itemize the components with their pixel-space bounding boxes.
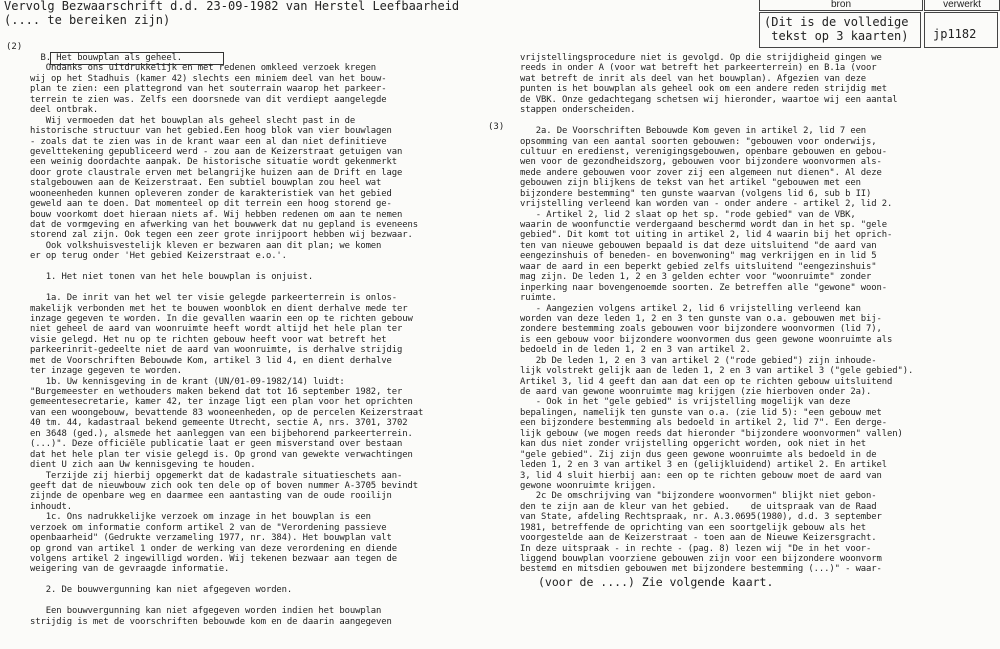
text-line: "Burgemeester en wethouders maken bekend dat tot 16 september 1982, ter bbox=[30, 387, 403, 397]
text-line: "gele gebied". Zij zijn dus geen gewone woonruimte als bedoeld in de bbox=[520, 449, 877, 460]
note-line-2: tekst op 3 kaarten) bbox=[764, 29, 909, 43]
text-line: In deze uitspraak - in rechte - (pag. 8) lezen wij "De in het voor- bbox=[520, 543, 872, 554]
verwerkt-label: verwerkt bbox=[924, 0, 1000, 11]
text-line: bepalingen, namelijk ten gunste van o.a. (zie lid 5): "een gebouw met bbox=[520, 407, 882, 418]
text-line: geeft dat de nieuwbouw zich ook ten dele op of boven nummer A-3705 bevindt bbox=[30, 480, 418, 491]
text-line: gemeentesecretarie, kamer 42, ter inzage ligt een plan voor het oprichten bbox=[30, 397, 413, 408]
text-line: verzoek om informatie conform artikel 2 van de "Verordening passieve bbox=[30, 522, 387, 533]
text-line: stalgebouwen aan de Keizerstraat. Een subtiel bouwplan zou heel wat bbox=[30, 178, 382, 189]
text-line: er op terug onder 'Het gebied Keizerstraat e.o.'. bbox=[30, 251, 287, 262]
text-line: punten is het bouwplan als geheel ook om een andere reden strijdig met bbox=[520, 84, 888, 95]
header-line-1: Vervolg Bezwaarschrift d.d. 23-09-1982 van Herstel Leefbaarheid bbox=[4, 0, 460, 13]
text-line bbox=[30, 575, 423, 585]
text-line: liggend bouwplan voorziene gebouwen zijn voor een bijzondere woonvorm bbox=[520, 554, 882, 564]
text-line: (...)". Deze officiële publicatie laat er geen misverstand over bestaan bbox=[30, 439, 403, 450]
header-line-2: (.... te bereiken zijn) bbox=[4, 13, 171, 27]
text-line: op grond van artikel 1 onder de werking van deze verordening en diende bbox=[30, 543, 398, 554]
text-line: makelijk verbonden met het te bouwen woonblok en dient derhalve mede ter bbox=[30, 303, 408, 314]
text-line: B. Het bouwplan als geheel. bbox=[30, 53, 183, 63]
left-column bbox=[30, 53, 423, 627]
text-line bbox=[30, 283, 423, 293]
text-line: 1. Het niet tonen van het hele bouwplan is onjuist. bbox=[30, 272, 314, 283]
text-line: stappen onderscheiden. bbox=[520, 105, 636, 116]
text-line: en 3648 (ged.), alsmede het aanleggen van een bijbehorend parkeerterrein. bbox=[30, 428, 413, 439]
text-line: 2b De leden 1, 2 en 3 van artikel 2 ("rode gebied") zijn inhoude- bbox=[520, 355, 877, 366]
text-line: Wij vermoeden dat het bouwplan als geheel slecht past in de bbox=[30, 115, 356, 126]
text-line: van een woongebouw, bevattende 83 wooneenheden, op de percelen Keizerstraat bbox=[30, 407, 424, 418]
text-line: historische structuur van het gebied.Een hoog blok van vier bouwlagen bbox=[30, 126, 392, 137]
text-line: worden van deze leden 1, 2 en 3 ten gunste van o.a. gebouwen met bij- bbox=[520, 313, 882, 324]
text-line: opsomming van een aantal soorten gebouwen: "gebouwen voor onderwijs, bbox=[520, 136, 877, 147]
text-line: Ook volkshuisvestelijk kleven er bezwaren aan dit plan; we komen bbox=[30, 240, 382, 251]
text-line: 1981, betreffende de oprichting van een soortgelijk gebouw als het bbox=[520, 522, 867, 533]
text-line: leden 1, 2 en 3 van artikel 3 en (gelijkluidend) artikel 2. En artikel bbox=[520, 460, 888, 471]
text-line: is een gebouw voor bijzondere woonvormen dus geen gewone woonruimte als bbox=[520, 334, 893, 345]
text-line: voorgestelde aan de Keizerstraat - toen aan de Nieuwe Keizersgracht. bbox=[520, 533, 877, 544]
text-line: gevelttekening gepubliceerd werd - zou aan de Keizerstraat getuigen van bbox=[30, 146, 403, 157]
text-line: - Ook in het "gele gebied" is vrijstelling mogelijk van deze bbox=[520, 397, 851, 408]
text-line: dat de vormgeving en afwerking van het bouwwerk dat nu gepland is eveneens bbox=[30, 220, 418, 230]
text-line: 1c. Ons nadrukkelijke verzoek om inzage in het bouwplan is een bbox=[30, 512, 371, 523]
text-line: 40 tm. 44, kadastraal bekend gemeente Utrecht, sectie A, nrs. 3701, 3702 bbox=[30, 418, 408, 429]
text-line: reeds in onder A (voor wat betreft het parkeerterrein) en B.1a (voor bbox=[520, 63, 877, 74]
text-line: mede andere gebouwen voor zover zij een algemeen nut dienen". Al deze bbox=[520, 167, 882, 178]
bron-label: bron bbox=[759, 0, 923, 11]
text-line: een bijzondere bestemming als bedoeld in artikel 2, lid 7". Een derge- bbox=[520, 418, 888, 429]
text-line: - Aangezien volgens artikel 2, lid 6 vrijstelling verleend kan bbox=[520, 303, 861, 314]
text-line bbox=[30, 262, 423, 272]
text-line: met de Voorschriften Bebouwde Kom, artikel 3 lid 4, en dient derhalve bbox=[30, 355, 392, 366]
text-line: - Artikel 2, lid 2 slaat op het sp. "rode gebied" van de VBK, bbox=[520, 209, 856, 220]
text-line: een weinig doordachte aanpak. De historische situatie wordt gekenmerkt bbox=[30, 157, 398, 168]
text-line: 3, lid 4 sluit hierbij aan: een op te richten gebouw moet de aard van bbox=[520, 470, 882, 481]
text-line: inhoudt. bbox=[30, 501, 72, 512]
text-line: parkeerinrit-gedeelte niet de aard van woonruimte, is derhalve strijdig bbox=[30, 345, 403, 356]
text-line: plan te zien: een plattegrond van het souterrain waarop het parkeer- bbox=[30, 84, 387, 95]
text-line: bouw voorkomt doet hieraan niets af. Wij hebben redenen om aan te nemen bbox=[30, 209, 403, 220]
text-line: kan dus niet zonder vrijstelling opgericht worden, ook niet in het bbox=[520, 439, 867, 450]
text-line: strijdig is met de voorschriften bebouwde kom en de daarin aangegeven bbox=[30, 616, 392, 627]
text-line: mag zijn. De leden 1, 2 en 3 gelden echter voor "woonruimte" zonder bbox=[520, 272, 872, 283]
text-line: bestemd en mitsdien gebouwen met bijzondere bestemming (...)" - waar- bbox=[520, 564, 882, 575]
text-line: geweld aan te doen. Dat momenteel op dit terrein een hoog storend ge- bbox=[30, 199, 392, 210]
text-line: Artikel 3, lid 4 geeft dan aan dat een op te richten gebouw uitsluitend bbox=[520, 376, 893, 387]
text-line: - zoals dat te zien was in de krant waar een al dan niet definitieve bbox=[30, 136, 387, 147]
text-line: de aard van gewone woonruimte mag krijgen (zie hierboven onder 2a). bbox=[520, 387, 872, 397]
text-line: wooneenheden kunnen opleveren zonder de karakteristiek van het gebied bbox=[30, 188, 392, 199]
text-line: gebouwen zijn blijkens de tekst van het artikel "gebouwen met een bbox=[520, 178, 861, 189]
text-line: ten van nieuwe gebouwen bepaald is dat deze uitsluitend "de aard van bbox=[520, 240, 877, 251]
text-line: vrijstellingsprocedure niet is gevolgd. Op die strijdigheid gingen we bbox=[520, 53, 882, 63]
text-line: bedoeld in de leden 1, 2 en 3 van artikel 2. bbox=[520, 345, 751, 356]
text-line: waarin de woonfunctie verdergaand beschermd wordt dan in het sp. "gele bbox=[520, 220, 888, 230]
text-line: dient U zich aan Uw kennisgeving te houden. bbox=[30, 460, 256, 471]
text-line: Terzijde zij hierbij opgemerkt dat de kadastrale situatieschets aan- bbox=[30, 470, 403, 481]
text-line: eengezinshuis of beneden- en bovenwoning" mag verkrijgen en in lid 5 bbox=[520, 251, 877, 262]
text-line: gewone woonruimte krijgen. bbox=[520, 480, 657, 491]
text-line: zijnde de openbare weg en daarmee een aantasting van de oude rooilijn bbox=[30, 491, 392, 502]
text-line: 2c De omschrijving van "bijzondere woonvormen" blijkt niet gebon- bbox=[520, 491, 877, 502]
note-box bbox=[759, 12, 921, 48]
text-line: 2a. De Voorschriften Bebouwde Kom geven in artikel 2, lid 7 een bbox=[520, 126, 867, 137]
margin-mark-left: (2) bbox=[6, 42, 23, 52]
text-line: niet geheel de aard van woonruimte heeft wordt altijd het hele plan ter bbox=[30, 324, 403, 335]
text-line: Een bouwvergunning kan niet afgegeven worden indien het bouwplan bbox=[30, 606, 382, 617]
text-line: ruimte. bbox=[520, 293, 557, 304]
note-line-1: (Dit is de volledige bbox=[764, 15, 909, 29]
text-line: lijk gebouw (we mogen reeds dat hieronder "bijzondere woonvormen" vallen) bbox=[520, 428, 903, 439]
text-line: 1b. Uw kennisgeving in de krant (UN/01-09-1982/14) luidt: bbox=[30, 376, 345, 387]
text-line: Ondanks ons uitdrukkelijk en met redenen omkleed verzoek kregen bbox=[30, 63, 377, 74]
text-line bbox=[30, 596, 423, 606]
text-line: den te zijn aan de kleur van het gebied. de uitspraak van de Raad bbox=[520, 501, 877, 512]
text-line: openbaarheid" (Gedrukte verzameling 1977, nr. 384). Het bouwplan valt bbox=[30, 533, 392, 544]
text-line: wat betreft de inrit als deel van het bouwplan). Afgezien van deze bbox=[520, 73, 867, 84]
right-column bbox=[520, 53, 913, 575]
margin-mark-right: (3) bbox=[488, 122, 505, 132]
text-line: waar de aard in een beperkt gebied zelfs uitsluitend "eengezinshuis" bbox=[520, 261, 877, 272]
text-line: storend zal zijn. Ook tegen een zeer grote inrijpoort hebben wij bezwaar. bbox=[30, 230, 413, 241]
text-line: de VBK. Onze gedachtegang schetsen wij hieronder, waartoe wij een aantal bbox=[520, 94, 898, 105]
text-line: visie gelegd. Het nu op te richten gebouw heeft voor wat betreft het bbox=[30, 334, 387, 345]
text-line bbox=[520, 116, 913, 126]
text-line: deel ontbrak. bbox=[30, 105, 99, 116]
text-line: bijzondere bestemming" ten gunste waarvan (volgens lid 6, sub b II) bbox=[520, 188, 872, 199]
text-line: door grote claustrale erven met belangrijke huizen aan de Drift en lage bbox=[30, 167, 403, 178]
text-line: zondere bestemming zoals gebouwen voor bijzondere woonvormen (lid 7), bbox=[520, 324, 882, 335]
text-line: 2. De bouwvergunning kan niet afgegeven worden. bbox=[30, 585, 293, 596]
text-line: volgens artikel 2 ingewilligd worden. Wij tekenen bezwaar aan tegen de bbox=[30, 554, 398, 564]
text-line: ter inzage gegeven te worden. bbox=[30, 366, 183, 377]
text-line: lijk volstrekt gelijk aan de leden 1, 2 en 3 van artikel 3 ("gele gebied"). bbox=[520, 366, 914, 377]
text-line: van State, afdeling Rechtspraak, nr. A.3.0695(1980), d.d. 3 september bbox=[520, 512, 882, 523]
text-line: dat het hele plan ter visie gelegd is. Op grond van gewekte verwachtingen bbox=[30, 449, 413, 460]
text-line: weigering van de gevraagde informatie. bbox=[30, 564, 230, 575]
text-line: inperking naar bovengenoemde soorten. Ze betreffen alle "gewone" woon- bbox=[520, 282, 888, 293]
text-line: wij op het Stadhuis (kamer 42) slechts een miniem deel van het bouw- bbox=[30, 73, 387, 84]
text-line: wen voor de gezondheidszorg, gebouwen voor bijzondere woonvormen als- bbox=[520, 157, 882, 168]
text-line: terrein te zien was. Zelfs een doorsnede van dit verdiept aangelegde bbox=[30, 94, 387, 105]
text-line: 1a. De inrit van het wel ter visie gelegde parkeerterrein is onlos- bbox=[30, 293, 398, 304]
text-line: cultuur en eredienst, verenigingsgebouwen, openbare gebouwen en gebou- bbox=[520, 146, 888, 157]
archive-code: jp1182 bbox=[924, 12, 998, 48]
text-line: gebied". Dit komt tot uiting in artikel 2, lid 4 waarin bij het oprich- bbox=[520, 230, 893, 241]
closing-line: (voor de ....) Zie volgende kaart. bbox=[538, 575, 774, 589]
text-line: vrijstelling verleend kan worden van - onder andere - artikel 2, lid 2. bbox=[520, 199, 893, 210]
text-line: inzage gegeven te worden. In die gevallen waarin een op te richten gebouw bbox=[30, 313, 413, 324]
